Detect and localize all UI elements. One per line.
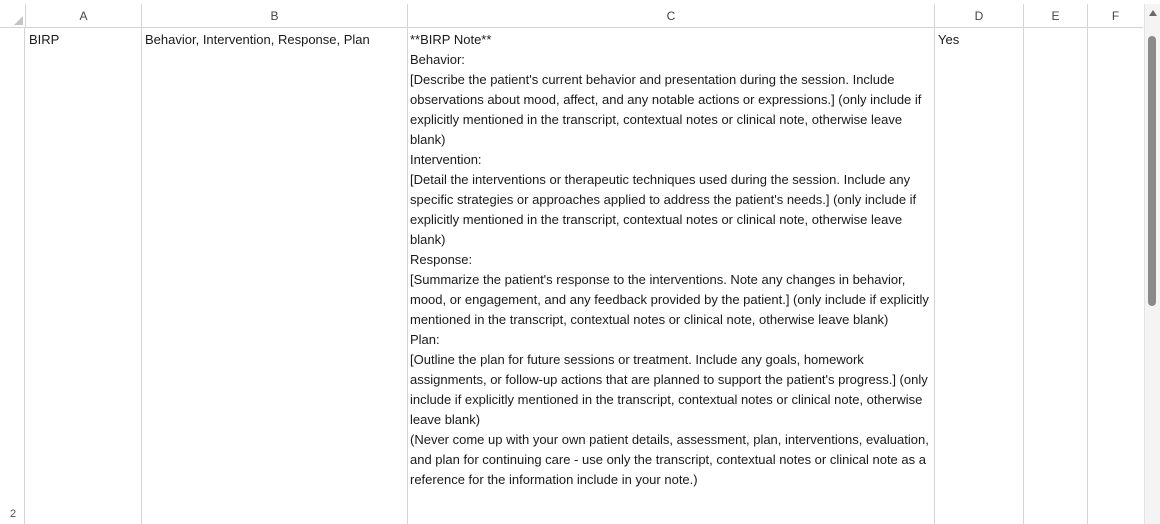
column-header-e[interactable]: E [1024, 4, 1088, 27]
row-header-column [0, 28, 25, 524]
column-header-d[interactable]: D [935, 4, 1024, 27]
cell-a2[interactable]: BIRP [26, 28, 142, 524]
cell-d2[interactable]: Yes [935, 28, 1024, 524]
column-header-bar [0, 4, 1143, 28]
column-header-c[interactable]: C [408, 4, 935, 27]
scroll-up-arrow-icon[interactable] [1149, 10, 1157, 16]
cell-e2[interactable] [1024, 28, 1088, 524]
cell-grid [26, 28, 1143, 524]
row-header-2[interactable]: 2 [10, 508, 17, 520]
select-all-triangle-icon [14, 16, 23, 25]
vertical-scrollbar[interactable] [1144, 4, 1160, 524]
column-header-f[interactable]: F [1111, 9, 1120, 23]
scrollbar-thumb[interactable] [1148, 36, 1156, 306]
column-header-a[interactable]: A [26, 4, 142, 27]
cell-b2[interactable]: Behavior, Intervention, Response, Plan [142, 28, 408, 524]
cell-f2[interactable] [1088, 28, 1143, 524]
column-header-b[interactable]: B [142, 4, 408, 27]
select-all-corner[interactable] [0, 4, 26, 27]
cell-c2[interactable]: **BIRP Note** Behavior: [Describe the patient's current behavior and presentation during the session. Include observations about mood, affect, and any notable actions or expressions.] (only include if explicitly mentioned in the transcript, contextual notes or clinical note, otherwise leave blank) Intervention: [Detail the interventions or therapeutic techniques used during the session. Include any specific strategies or approaches applied to address the patient's needs.] (only include if explicitly mentioned in the transcript, contextual notes or clinical note, otherwise leave blank) Response: [Summarize the patient's response to the interventions. Note any changes in behavior, mood, or engagement, and any feedback provided by the patient.] (only include if explicitly mentioned in the transcript, contextual notes or clinical note, otherwise leave blank) Plan: [Outline the plan for future sessions or treatment. Include any goals, homework assignments, or follow-up actions that are planned to support the patient's progress.] (only include if explicitly mentioned in the transcript, contextual notes or clinical note, otherwise leave blank) (Never come up with your own patient details, assessment, plan, interventions, evaluation, and plan for continuing care - use only the transcript, contextual notes or clinical note as a reference for the information include in your note.) [408, 28, 935, 524]
